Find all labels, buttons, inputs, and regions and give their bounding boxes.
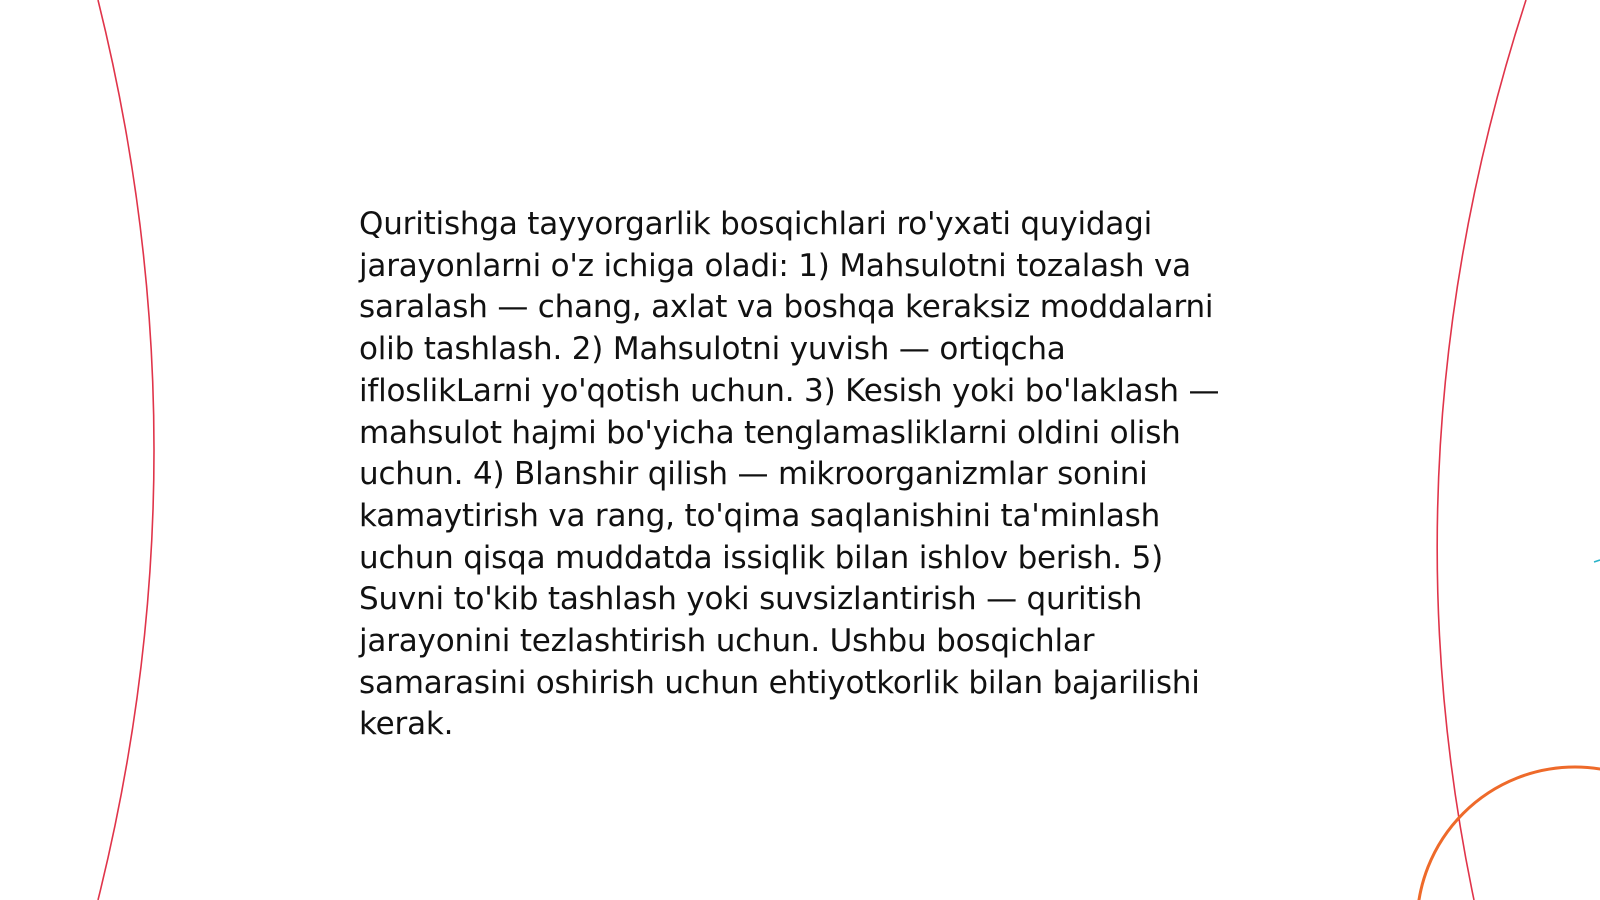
teal-accent-tick (1594, 560, 1600, 562)
slide-body-text: Quritishga tayyorgarlik bosqichlari ro'yxati quyidagi jarayonlarni o'z ichiga oladi: 1) Mahsulotni tozalash va saralash — chang, axlat va boshqa keraksiz moddalarni olib tashlash. 2) Mahsulotni yuvish — ortiqcha ifloslikLarni yo'qotish uchun. 3) Kesish yoki bo'laklash — mahsulot hajmi bo'yicha tenglamasliklarni oldini olish uchun. 4) Blanshir qilish — mikroorganizmlar sonini kamaytirish va rang, to'qima saqlanishini ta'minlash uchun qisqa muddatda issiqlik bilan ishlov berish. 5) Suvni to'kib tashlash yoki suvsizlantirish — quritish jarayonini tezlashtirish uchun. Ushbu bosqichlar samarasini oshirish uchun ehtiyotkorlik bilan bajarilishi kerak. (359, 206, 1220, 743)
orange-circle-arc (1417, 767, 1600, 900)
right-red-curve (1437, 0, 1526, 900)
left-red-curve (98, 0, 154, 900)
